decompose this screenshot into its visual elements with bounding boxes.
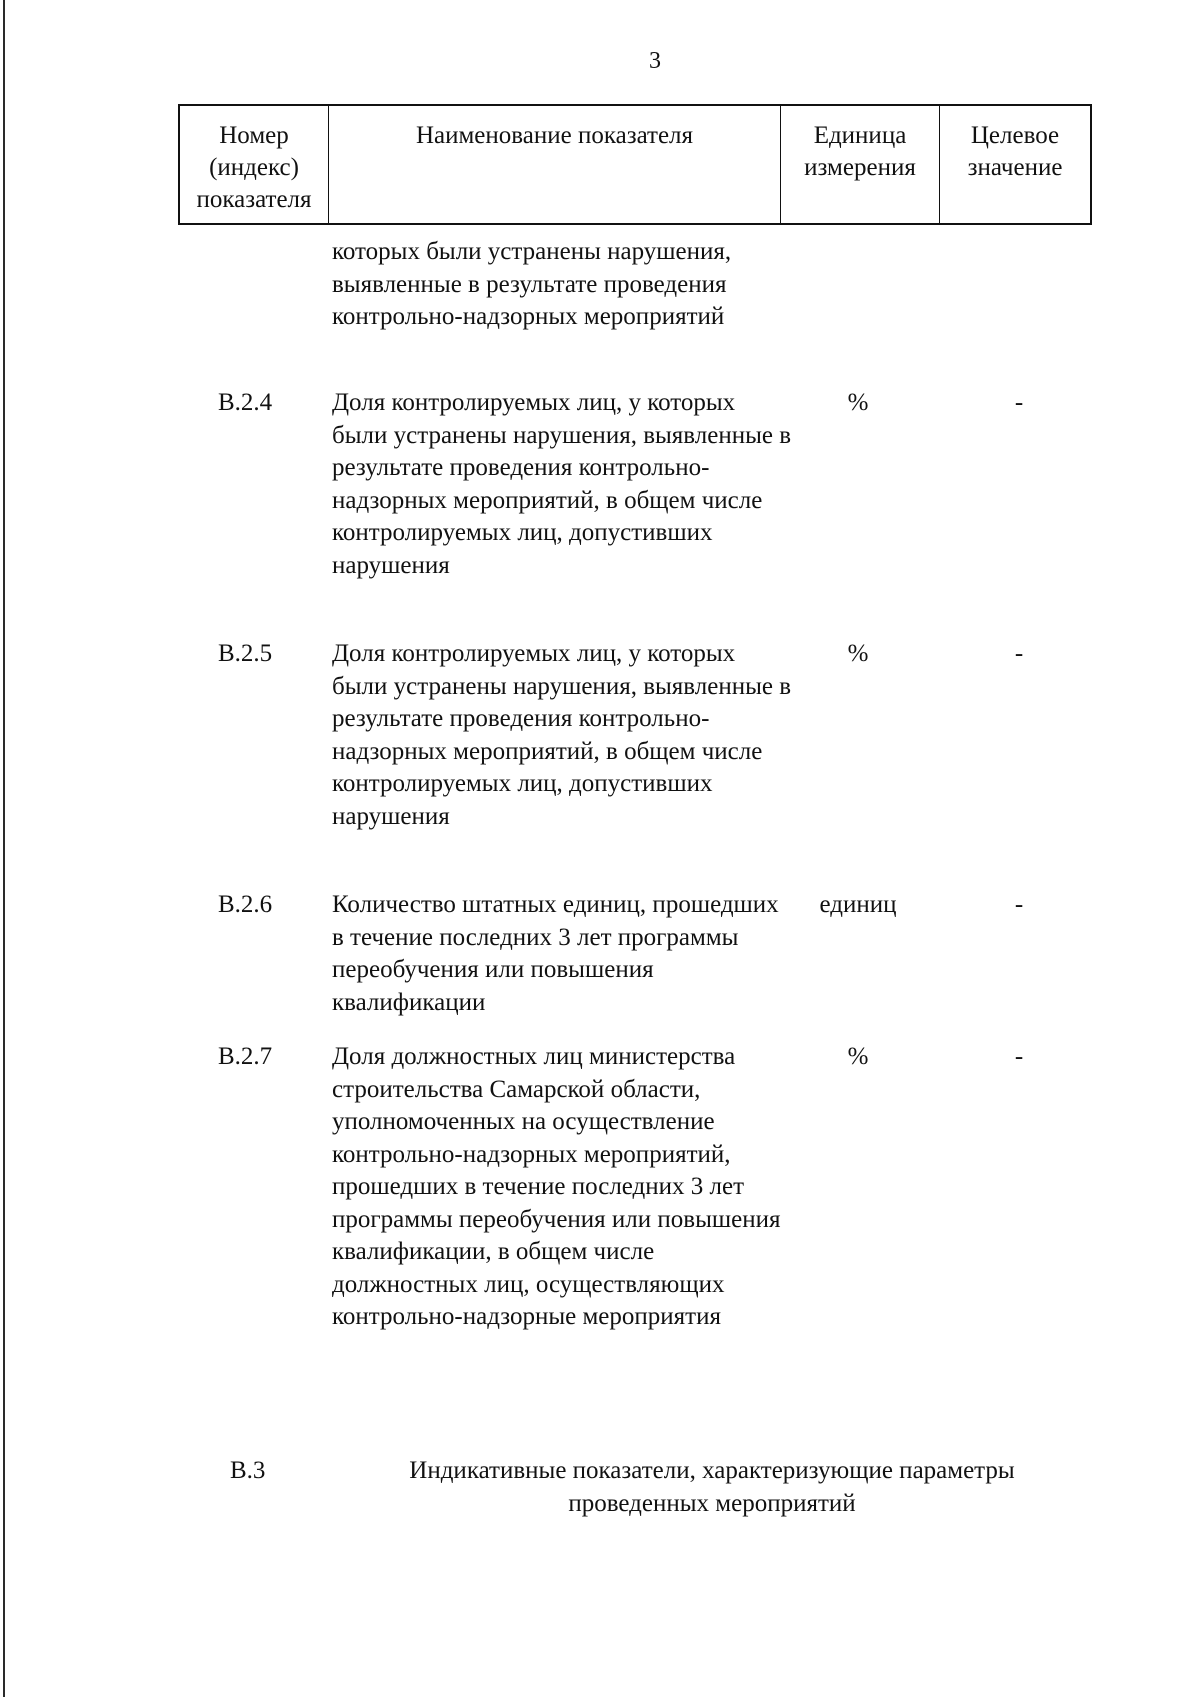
page-edge-line [3, 0, 5, 1697]
indicator-table-header [178, 104, 1092, 225]
indicator-unit: % [847, 389, 869, 416]
section-index: В.3 [230, 1457, 266, 1484]
indicator-target: - [1014, 389, 1024, 416]
indicator-name: Доля должностных лиц министерства строительства Самарской области, уполномоченных на осуществление контрольно-надзорных мероприятий, прошедших в течение последних 3 лет программы переобучения или повышения квалификации, в общем числе должностных лиц, осуществляющих контрольно-надзорные мероприятия [332, 1043, 781, 1330]
indicator-target: - [1014, 891, 1024, 918]
header-name-column: Наименование показателя [329, 106, 781, 223]
page-number: 3 [649, 48, 661, 74]
header-unit-column: Единица измерения [781, 106, 940, 223]
indicator-target: - [1014, 640, 1024, 667]
indicator-index: В.2.5 [218, 640, 273, 667]
header-target-column: Целевое значение [967, 122, 1063, 181]
indicator-index: В.2.7 [218, 1043, 273, 1070]
header-index-column: Номер (индекс) показателя [180, 106, 329, 223]
indicator-index: В.2.6 [218, 891, 273, 918]
indicator-target: - [1014, 1043, 1024, 1070]
indicator-name: Количество штатных единиц, прошедших в течение последних 3 лет программы переобучения или повышения квалификации [332, 891, 779, 1016]
indicator-index: В.2.4 [218, 389, 273, 416]
indicator-name: Доля контролируемых лиц, у которых были устранены нарушения, выявленные в результате проведения контрольно-надзорных мероприятий, в общем числе контролируемых лиц, допустивших нарушения [332, 389, 792, 579]
continued-indicator-text: которых были устранены нарушения, выявленные в результате проведения контрольно-надзорных мероприятий [332, 238, 732, 330]
indicator-unit: единиц [819, 891, 897, 918]
section-title: Индикативные показатели, характеризующие параметры проведенных мероприятий [409, 1457, 1015, 1517]
indicator-name: Доля контролируемых лиц, у которых были устранены нарушения, выявленные в результате проведения контрольно-надзорных мероприятий, в общем числе контролируемых лиц, допустивших нарушения [332, 640, 792, 830]
indicator-unit: % [847, 640, 869, 667]
indicator-unit: % [847, 1043, 869, 1070]
